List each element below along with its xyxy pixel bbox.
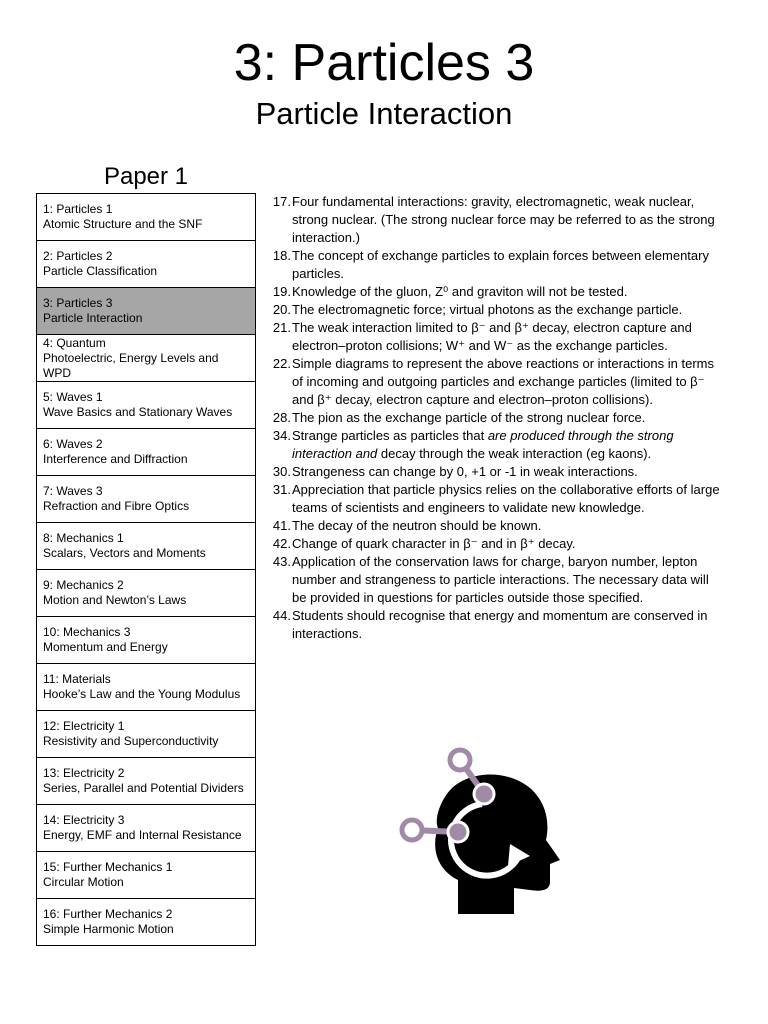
sidebar-item-subtitle: Particle Classification [43,264,158,278]
sidebar-item-title: 3: Particles 3 [43,296,113,310]
sidebar-item-title: 15: Further Mechanics 1 [43,860,173,874]
sidebar-item-subtitle: Series, Parallel and Potential Dividers [43,781,244,795]
spec-item [264,247,724,283]
sidebar-item-subtitle: Refraction and Fibre Optics [43,499,190,513]
topic-navigation [36,193,256,946]
sidebar-item-subtitle: Circular Motion [43,875,124,889]
sidebar-item-title: 5: Waves 1 [43,390,103,404]
sidebar-item[interactable] [37,429,255,476]
spec-item-number: 44. [272,608,291,623]
spec-item-number: 34. [272,428,291,443]
sidebar-item[interactable] [37,382,255,429]
sidebar-item-title: 4: Quantum [43,335,106,350]
spec-item [264,319,724,355]
spec-item [264,193,724,247]
page-subtitle: Particle Interaction [255,96,513,131]
spec-item-number: 28. [272,410,291,425]
spec-item [264,481,724,517]
spec-item-text [292,427,724,463]
sidebar-heading: Paper 1 [103,163,189,190]
spec-item [264,463,724,481]
spec-item-text: Students should recognise that energy and momentum are conserved in interactions. [292,608,708,641]
spec-item [264,283,724,301]
sidebar-item[interactable] [37,899,255,946]
spec-item [264,553,724,607]
sidebar-item[interactable] [37,758,255,805]
spec-item-text: The electromagnetic force; virtual photons as the exchange particle. [292,302,683,317]
sidebar-item-subtitle: Energy, EMF and Internal Resistance [43,828,242,842]
sidebar-item-title: 14: Electricity 3 [43,813,125,827]
spec-item-text: Appreciation that particle physics relies on the collaborative efforts of large teams of scientists and engineers to validate new knowledge. [292,482,720,515]
sidebar-item-subtitle: Hooke’s Law and the Young Modulus [43,687,241,701]
sidebar-item-title: 6: Waves 2 [43,437,103,451]
sidebar-item[interactable] [37,241,255,288]
spec-item-number: 18. [272,248,291,263]
spec-item-text: The weak interaction limited to β⁻ and β⁺ decay, electron capture and electron–proton collisions; W⁺ and W⁻ as the exchange particles. [292,320,692,353]
spec-item-number: 21. [272,320,291,335]
specification-list [264,193,724,643]
sidebar-item-subtitle: Atomic Structure and the SNF [43,217,203,231]
sidebar-item-title: 13: Electricity 2 [43,766,125,780]
sidebar-item[interactable] [37,288,255,335]
sidebar-item-title: 2: Particles 2 [43,249,113,263]
spec-item-text: Strangeness can change by 0, +1 or -1 in weak interactions. [292,464,638,479]
sidebar-item-subtitle: Simple Harmonic Motion [43,922,174,936]
sidebar-item-title: 9: Mechanics 2 [43,578,124,592]
spec-item-number: 17. [272,194,291,209]
sidebar-item-title: 7: Waves 3 [43,484,103,498]
spec-item-text: The pion as the exchange particle of the strong nuclear force. [292,410,646,425]
sidebar-item[interactable] [37,711,255,758]
spec-text-part: decay through the weak interaction (eg kaons). [377,446,652,461]
spec-item-number: 19. [272,284,291,299]
spec-item-text: Knowledge of the gluon, Z⁰ and graviton will not be tested. [292,284,628,299]
spec-item-number: 43. [272,554,291,569]
spec-item-text: The concept of exchange particles to explain forces between elementary particles. [292,248,709,281]
spec-item-text: Application of the conservation laws for charge, baryon number, lepton number and strangeness to particle interactions. The necessary data will be provided in questions for particles outside those specified. [292,554,709,605]
spec-text-italic: are produced through the strong interaction and [292,428,674,461]
spec-item-text: Change of quark character in β⁻ and in β⁺ decay. [292,536,576,551]
sidebar-item-subtitle: Resistivity and Superconductivity [43,734,219,748]
spec-item [264,427,724,463]
spec-item [264,517,724,535]
sidebar-item-subtitle: Interference and Diffraction [43,452,188,466]
spec-item [264,409,724,427]
spec-item-number: 30. [272,464,291,479]
sidebar-item-title: 11: Materials [43,672,111,686]
sidebar-item-subtitle: Particle Interaction [43,311,143,325]
sidebar-item-subtitle: Motion and Newton’s Laws [43,593,187,607]
sidebar-item[interactable] [37,476,255,523]
spec-item-number: 22. [272,356,291,371]
sidebar-item-title: 16: Further Mechanics 2 [43,907,173,921]
sidebar-item-title: 12: Electricity 1 [43,719,125,733]
sidebar-item[interactable] [37,570,255,617]
head-brain-connections-icon [396,744,566,914]
sidebar-item-subtitle: Wave Basics and Stationary Waves [43,405,233,419]
sidebar-item-subtitle: Momentum and Energy [43,640,168,654]
sidebar-item[interactable] [37,523,255,570]
spec-item-number: 20. [272,302,291,317]
sidebar-item[interactable] [37,805,255,852]
spec-item-number: 42. [272,536,291,551]
page-title: 3: Particles 3 [233,34,535,92]
sidebar-item-title: 1: Particles 1 [43,202,113,216]
spec-item [264,535,724,553]
spec-item-text: Four fundamental interactions: gravity, electromagnetic, weak nuclear, strong nuclear. (The strong nuclear force may be referred to as the strong interaction.) [292,194,715,245]
sidebar-item[interactable] [37,664,255,711]
sidebar-item-title: 10: Mechanics 3 [43,625,131,639]
spec-item [264,607,724,643]
sidebar-item-title: 8: Mechanics 1 [43,531,124,545]
spec-item-text: Simple diagrams to represent the above reactions or interactions in terms of incoming and outgoing particles and exchange particles (limited to β⁻ and β⁺ decay, electron capture and electron–proton collisions). [292,356,714,407]
spec-item [264,301,724,319]
sidebar-item[interactable] [37,335,255,382]
spec-text-part: Strange particles as particles that [292,428,488,443]
spec-item [264,355,724,409]
sidebar-item[interactable] [37,852,255,899]
spec-item-number: 31. [272,482,291,497]
sidebar-item-subtitle: Scalars, Vectors and Moments [43,546,206,560]
sidebar-item-subtitle: Photoelectric, Energy Levels and WPD [43,350,219,380]
sidebar-item[interactable] [37,617,255,664]
spec-item-text: The decay of the neutron should be known. [292,518,542,533]
spec-item-number: 41. [272,518,291,533]
sidebar-item[interactable] [37,194,255,241]
